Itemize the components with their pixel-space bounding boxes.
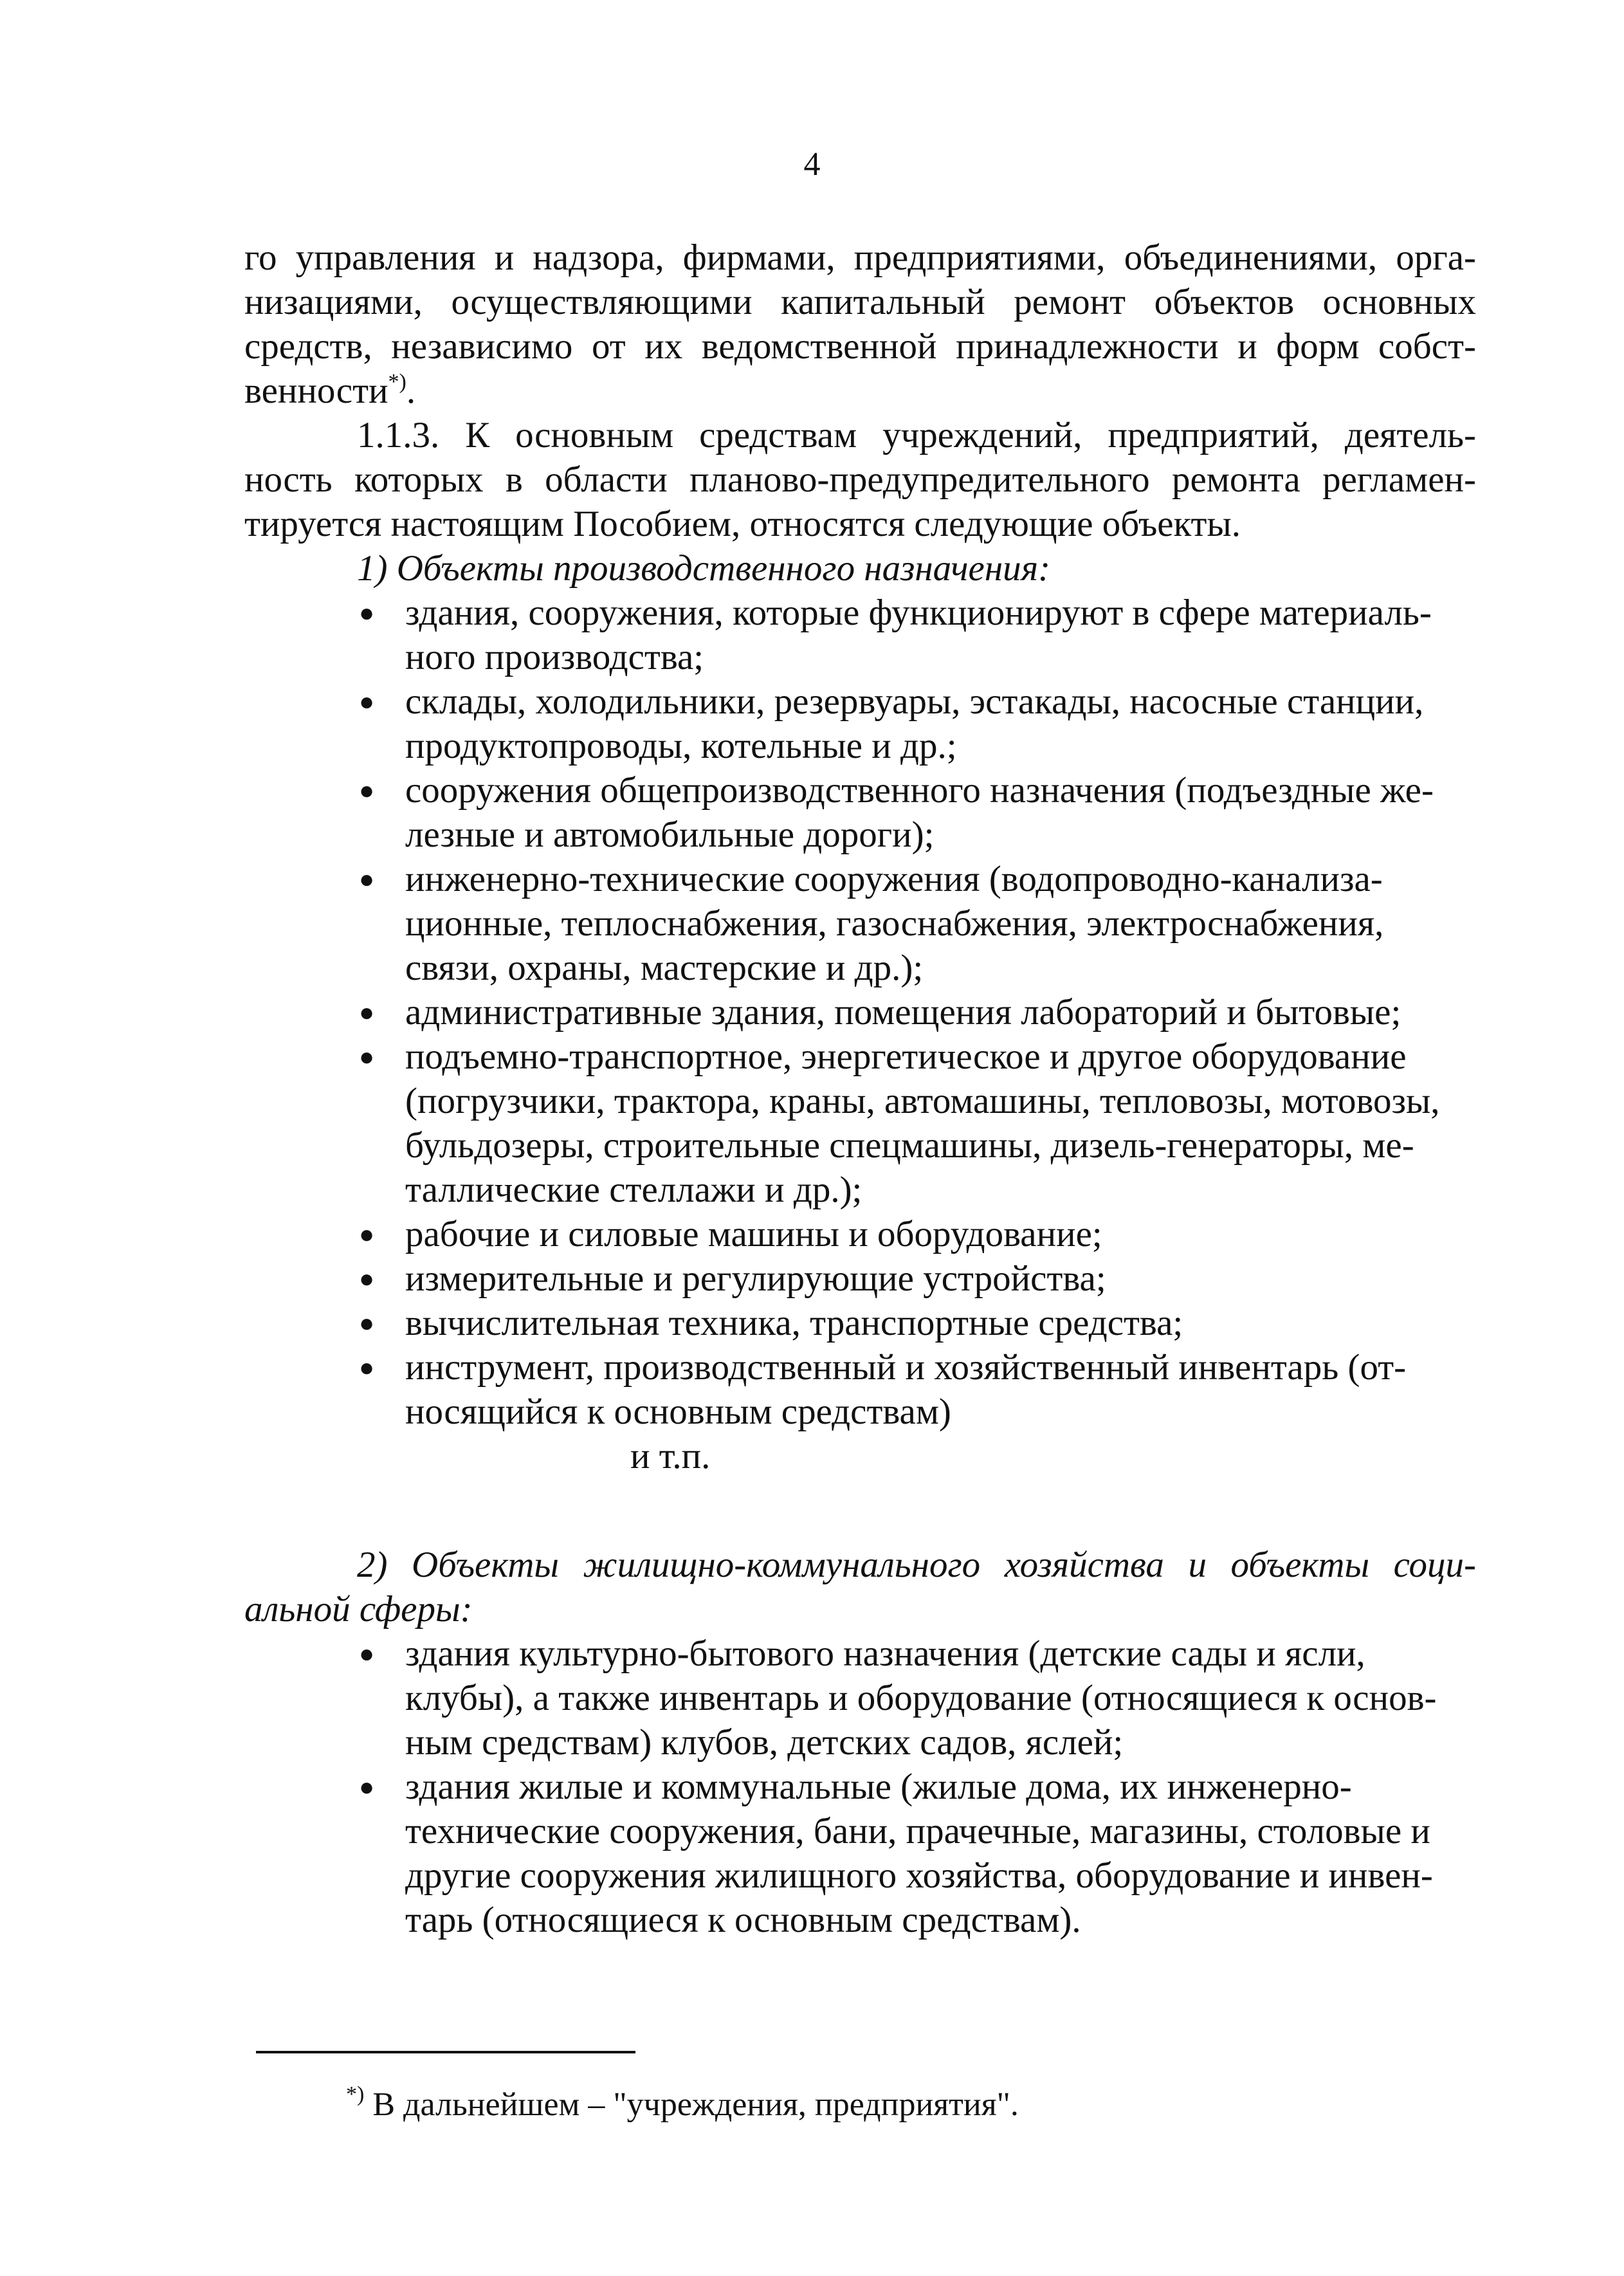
bullet-icon: ● <box>359 1772 375 1801</box>
bullet-icon: ● <box>359 687 375 716</box>
list-item <box>244 1034 1476 1212</box>
section-2-list <box>244 1631 1476 1942</box>
list-item-text: измерительные и регулирующие устройства; <box>405 1258 1106 1299</box>
footnote <box>346 2084 1019 2125</box>
bullet-icon: ● <box>359 1308 375 1337</box>
list-item <box>244 1212 1476 1256</box>
intro-paragraph <box>244 235 1476 413</box>
list-item <box>244 1301 1476 1345</box>
clause-line: 1.1.3. К основным средствам учреждений, предприятий, деятель- <box>357 415 1476 455</box>
bullet-icon: ● <box>359 1220 375 1249</box>
section-1-title: 1) Объекты производственного назначения: <box>357 548 1051 589</box>
page-number: 4 <box>803 146 821 183</box>
section-2-title-line: 2) Объекты жилищно-коммунального хозяйства и объекты соци- <box>357 1545 1476 1585</box>
clause-line: ность которых в области планово-предупредительного ремонта регламен- <box>244 459 1476 500</box>
list-item-text: склады, холодильники, резервуары, эстакады, насосные станции, продуктопроводы, котельные и др.; <box>405 681 1424 766</box>
intro-line: го управления и надзора, фирмами, предприятиями, объединениями, орга- <box>244 237 1476 278</box>
clause-line: тируется настоящим Пособием, относятся следующие объекты. <box>244 504 1241 544</box>
list-item-text: вычислительная техника, транспортные средства; <box>405 1303 1183 1343</box>
list-item-text: инструмент, производственный и хозяйственный инвентарь (от- носящийся к основным средствам) <box>405 1347 1407 1432</box>
list-item <box>244 768 1476 857</box>
intro-last-end: . <box>406 371 416 411</box>
list-item <box>244 1345 1476 1434</box>
bullet-icon: ● <box>359 1042 375 1071</box>
list-item <box>244 990 1476 1034</box>
section-1-list <box>244 591 1476 1434</box>
bullet-icon: ● <box>359 598 375 627</box>
section-2-title-line: альной сферы: <box>244 1589 473 1629</box>
intro-last-text: венности <box>244 371 388 411</box>
bullet-icon: ● <box>359 1353 375 1382</box>
footnote-text: В дальнейшем – "учреждения, предприятия". <box>364 2086 1019 2123</box>
spacer <box>244 1478 1476 1543</box>
list-item <box>244 679 1476 768</box>
bullet-icon: ● <box>359 1639 375 1668</box>
bullet-icon: ● <box>359 865 375 894</box>
list-item-text: здания, сооружения, которые функционируют в сфере материаль- ного производства; <box>405 592 1432 677</box>
list-item-text: инженерно-технические сооружения (водопроводно-канализа- ционные, теплоснабжения, газоснабжения, электроснабжения, связи, охраны, мастерские и др.); <box>405 859 1384 988</box>
bullet-icon: ● <box>359 776 375 805</box>
page-body <box>244 235 1476 1942</box>
etc-text: и т.п. <box>630 1436 711 1476</box>
intro-last-line <box>244 369 1476 413</box>
footnote-mark: *) <box>346 2082 365 2106</box>
list-item-text: здания культурно-бытового назначения (детские сады и ясли, клубы), а также инвентарь и оборудование (относящиеся к основ- ным средствам) клубов, детских садов, яслей; <box>405 1633 1437 1763</box>
list-item-text: административные здания, помещения лабораторий и бытовые; <box>405 992 1401 1032</box>
list-item <box>244 1256 1476 1301</box>
list-item <box>244 1765 1476 1942</box>
footnote-separator <box>256 2051 635 2053</box>
section-2-title <box>244 1543 1476 1631</box>
list-item <box>244 857 1476 990</box>
intro-line: средств, независимо от их ведомственной принадлежности и форм собст- <box>244 326 1476 367</box>
list-item-text: подъемно-транспортное, энергетическое и другое оборудование (погрузчики, трактора, краны, автомашины, тепловозы, мотовозы, бульдозеры, строительные спецмашины, дизель-генераторы, ме- таллические стеллажи и др.); <box>405 1036 1440 1210</box>
list-item-text: рабочие и силовые машины и оборудование; <box>405 1214 1102 1254</box>
list-item <box>244 1631 1476 1765</box>
footnote-reference: *) <box>388 370 406 394</box>
list-item <box>244 591 1476 679</box>
list-item-text: сооружения общепроизводственного назначения (подъездные же- лезные и автомобильные дороги); <box>405 770 1434 855</box>
bullet-icon: ● <box>359 1264 375 1293</box>
clause-1-1-3 <box>244 413 1476 546</box>
bullet-icon: ● <box>359 998 375 1027</box>
intro-line: низациями, осуществляющими капитальный ремонт объектов основных <box>244 282 1476 322</box>
list-item-text: здания жилые и коммунальные (жилые дома, их инженерно- технические сооружения, бани, прачечные, магазины, столовые и другие сооружения жилищного хозяйства, оборудование и инвен- тарь (относящиеся к основным средствам). <box>405 1767 1433 1940</box>
